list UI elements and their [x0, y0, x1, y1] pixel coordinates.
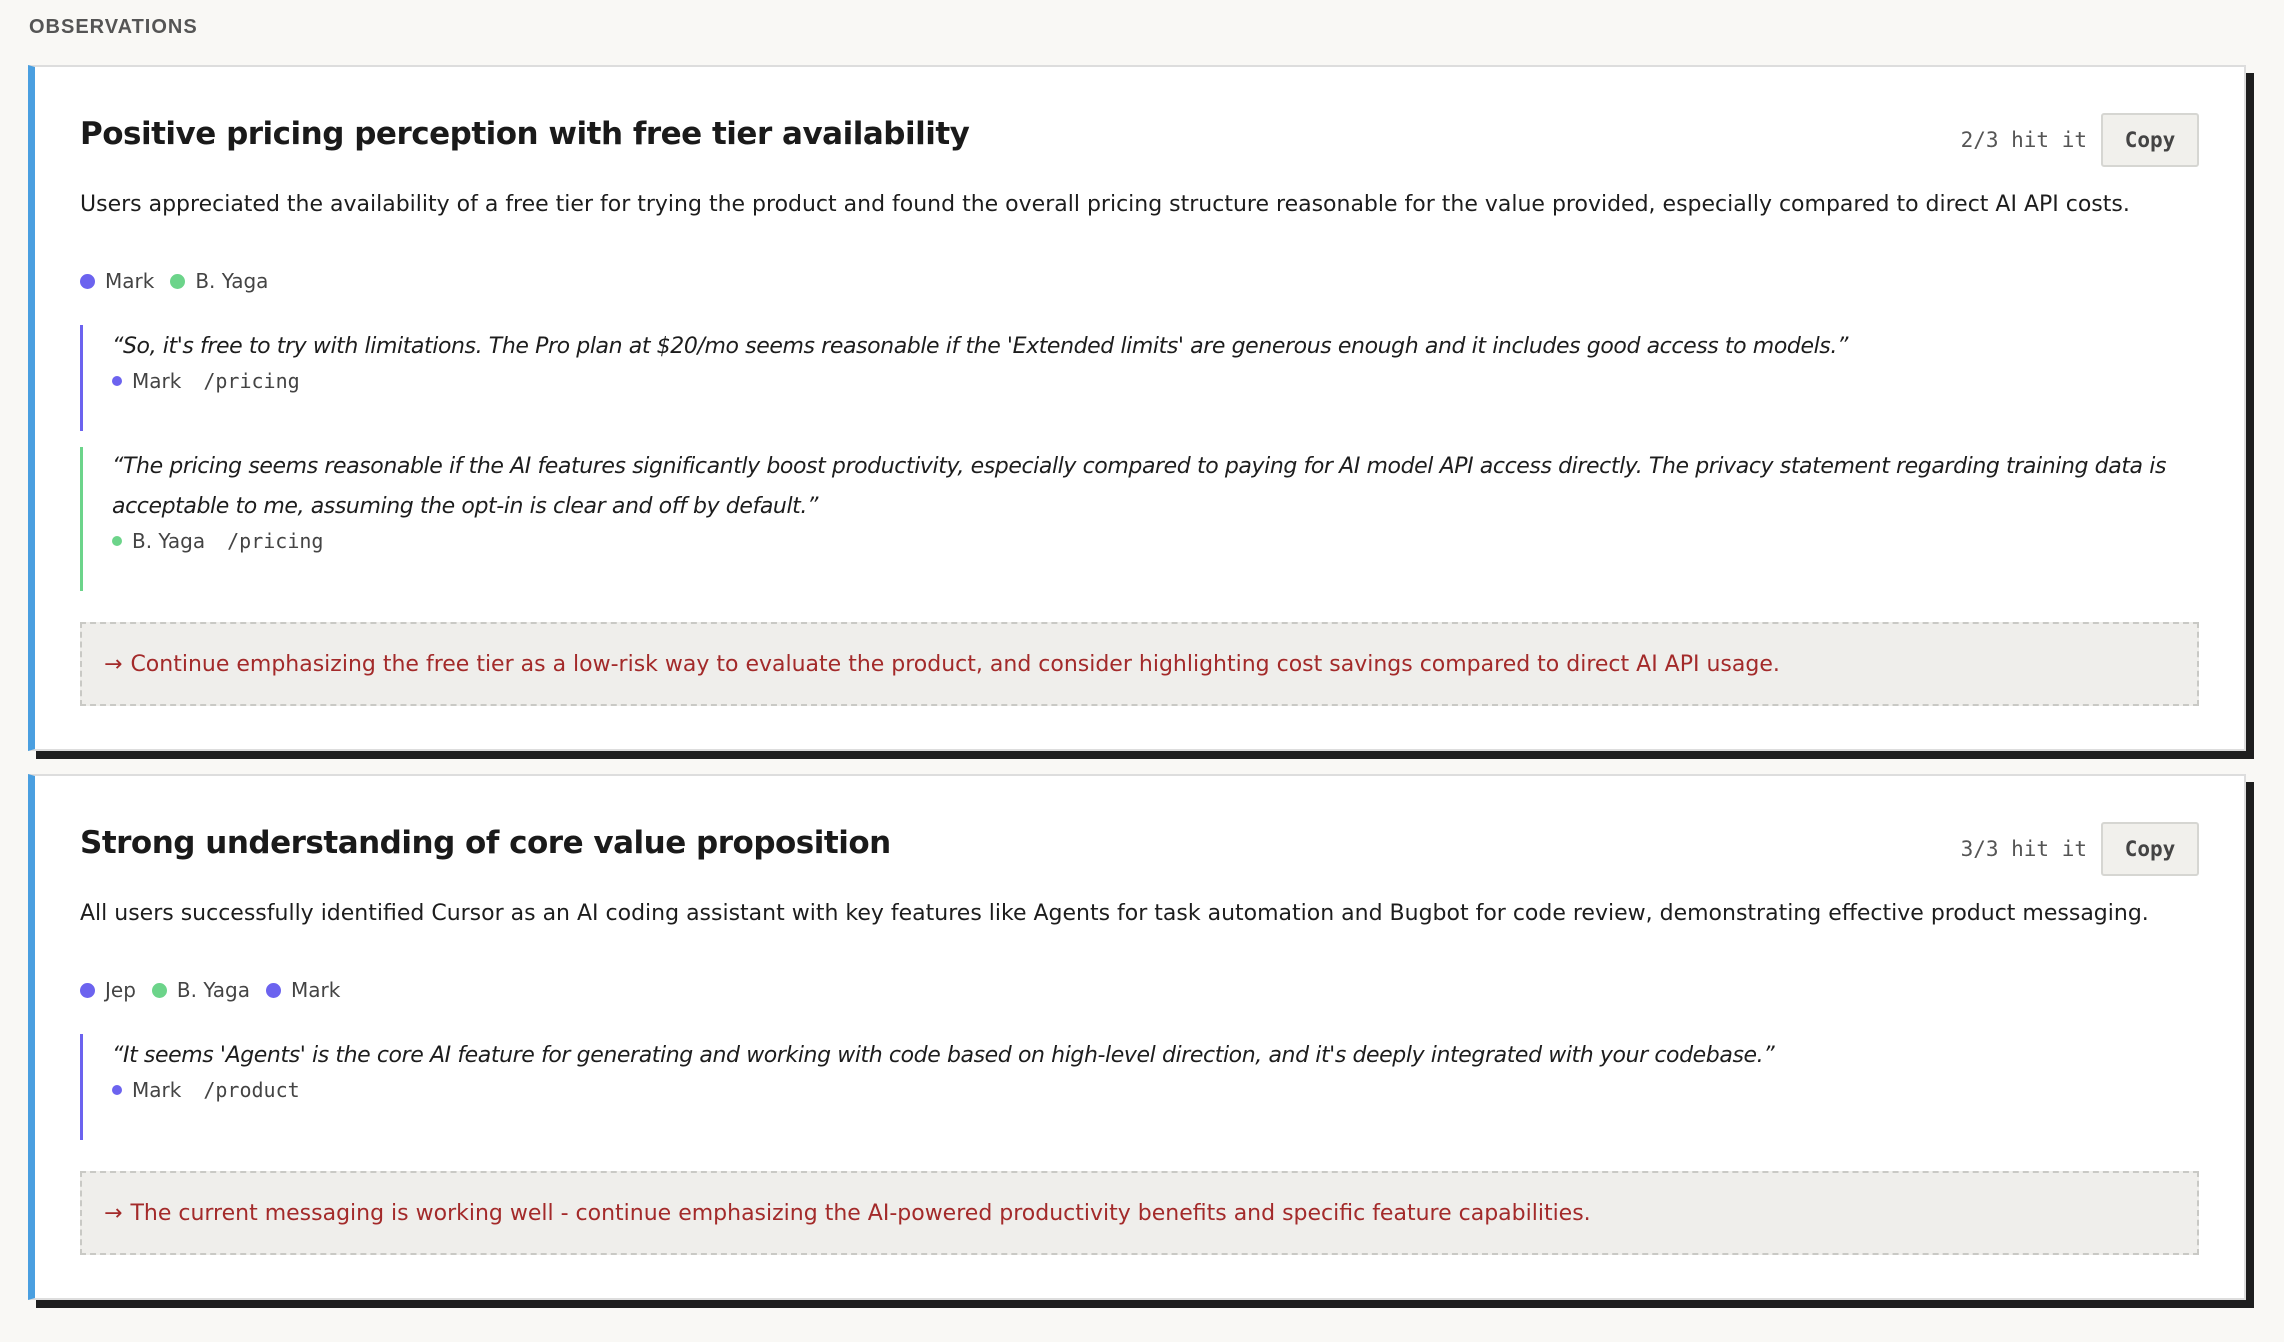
participant-tag: [80, 269, 154, 293]
hit-count: 2/3 hit it: [1960, 128, 2087, 152]
quote-page-path: /product: [203, 1078, 300, 1102]
quote-text: “It seems 'Agents' is the core AI feature for generating and working with code based on high-level direction, and it's deeply integrated with your codebase.”: [112, 1043, 1775, 1068]
copy-button[interactable]: Copy: [2101, 822, 2199, 876]
quote-text: “So, it's free to try with limitations. The Pro plan at $20/mo seems reasonable if the 'Extended limits' are generous enough and it includes good access to models.”: [112, 334, 1848, 359]
participant-dot-icon: [80, 274, 95, 289]
quote-author: B. Yaga: [132, 529, 206, 553]
recommendation-text: Continue emphasizing the free tier as a low-risk way to evaluate the product, and consider highlighting cost savings compared to direct AI API usage.: [130, 651, 1780, 677]
observation-title: Positive pricing perception with free tier availability: [80, 116, 970, 152]
recommendation-box: [80, 1171, 2199, 1255]
participant-tag: [266, 978, 340, 1002]
quote-text: “The pricing seems reasonable if the AI features significantly boost productivity, especially compared to paying for AI model API access directly. The privacy statement regarding training data is acceptable to me, assuming the opt-in is clear and off by default.”: [112, 454, 2167, 519]
author-dot-icon: [112, 1085, 122, 1095]
participant-tag: [170, 269, 268, 293]
participant-tag: [152, 978, 250, 1002]
participant-name: Mark: [291, 978, 341, 1002]
participant-list: [80, 269, 268, 293]
arrow-right-icon: →: [104, 1200, 123, 1226]
section-title: OBSERVATIONS: [29, 16, 198, 38]
quote-author: Mark: [132, 369, 182, 393]
participant-dot-icon: [266, 983, 281, 998]
observation-card: [28, 774, 2246, 1300]
quote-page-path: /pricing: [227, 529, 324, 553]
arrow-right-icon: →: [104, 651, 123, 677]
quote-block: [80, 1034, 2199, 1140]
card-header: [80, 822, 2199, 878]
card-header: [80, 113, 2199, 169]
participant-name: B. Yaga: [195, 269, 269, 293]
participant-dot-icon: [80, 983, 95, 998]
participant-name: Mark: [105, 269, 155, 293]
participant-list: [80, 978, 340, 1002]
author-dot-icon: [112, 536, 122, 546]
hit-count: 3/3 hit it: [1960, 837, 2087, 861]
participant-name: Jep: [105, 978, 136, 1002]
quote-block: [80, 325, 2199, 431]
quote-author: Mark: [132, 1078, 182, 1102]
quote-meta: [112, 529, 2199, 553]
observation-summary: Users appreciated the availability of a free tier for trying the product and found the overall pricing structure reasonable for the value provided, especially compared to direct AI API costs.: [80, 192, 2130, 217]
observation-title: Strong understanding of core value proposition: [80, 825, 891, 861]
copy-button[interactable]: Copy: [2101, 113, 2199, 167]
participant-dot-icon: [170, 274, 185, 289]
participant-dot-icon: [152, 983, 167, 998]
author-dot-icon: [112, 376, 122, 386]
participant-name: B. Yaga: [176, 978, 251, 1002]
quote-page-path: /pricing: [203, 369, 300, 393]
quote-meta: [112, 1078, 2199, 1102]
card-actions: [1961, 822, 2199, 876]
observation-card: [28, 65, 2246, 751]
participant-tag: [80, 978, 136, 1002]
observation-summary: All users successfully identified Cursor as an AI coding assistant with key features like Agents for task automation and Bugbot for code review, demonstrating effective product messaging.: [80, 901, 2149, 926]
card-actions: [1961, 113, 2199, 167]
recommendation-text: The current messaging is working well - continue emphasizing the AI-powered productivity benefits and specific feature capabilities.: [130, 1200, 1591, 1226]
quote-block: [80, 447, 2199, 591]
quote-meta: [112, 369, 2199, 393]
recommendation-box: [80, 622, 2199, 706]
